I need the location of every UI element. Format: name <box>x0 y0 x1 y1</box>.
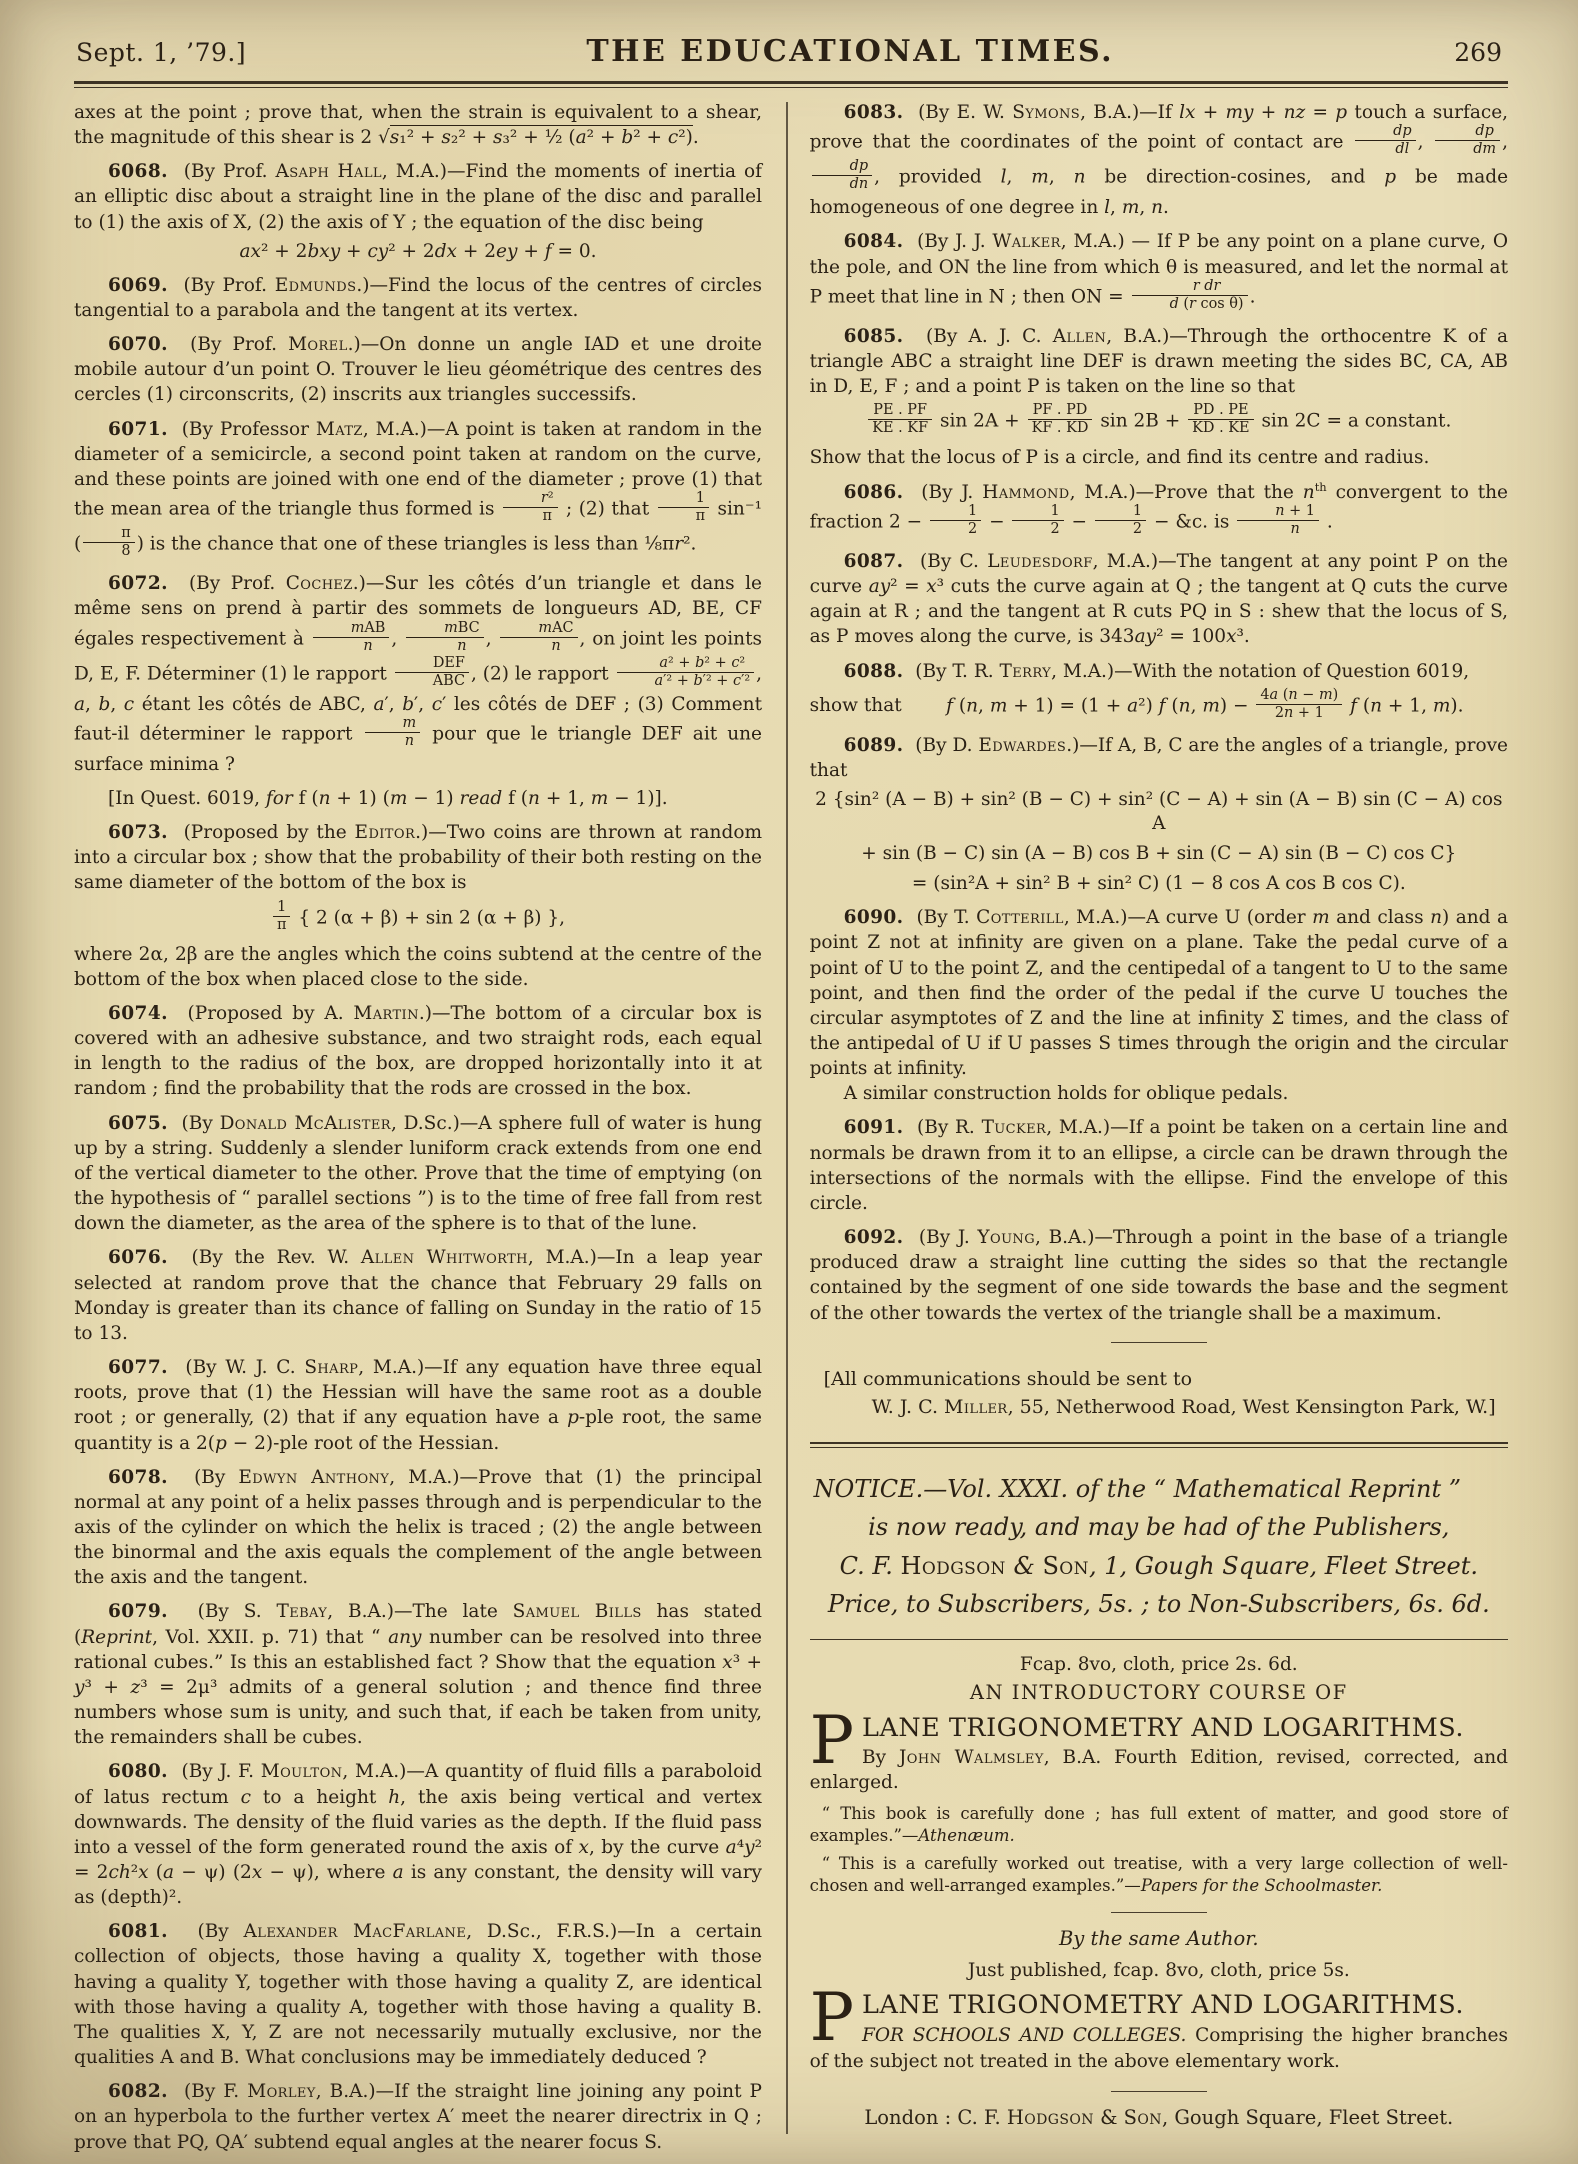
problem-6070 <box>74 332 762 407</box>
problem-number: 6077. <box>108 1357 168 1379</box>
notice-line: Price, to Subscribers, 5s. ; to Non-Subscribers, 6s. 6d. <box>827 1589 1490 1618</box>
problem-text: axes at the point ; prove that, when the strain is equivalent to a shear, the magnitude of this shear is 2 √s₁² + s₂² + s₃² + ½ (a² + b² + c²). <box>74 102 762 149</box>
problem-number: 6074. <box>108 1003 168 1025</box>
content <box>74 100 1508 2164</box>
problem-6071 <box>74 417 762 563</box>
notice-line: NOTICE.—Vol. XXXI. of the “ Mathematical Reprint ” <box>813 1474 1461 1503</box>
problem-6084 <box>810 229 1508 314</box>
problem-number: 6088. <box>843 660 904 682</box>
masthead <box>74 26 1508 81</box>
problem-text: 6092. (By J. Young, B.A.)—Through a point in the base of a triangle produced draw a straight line cutting the sides so that the rectangle contained by the segment of one side towards the base and the segment of the other towards the vertex of the triangle shall be a maximum. <box>809 1227 1508 1324</box>
problem-number: 6071. <box>108 418 168 440</box>
notice <box>812 1470 1506 1624</box>
problem-6081 <box>74 1919 762 2070</box>
problem-text: 6086. (By J. Hammond, M.A.)—Prove that the $n^{th}$ convergent to the fraction 2 − $\frac{1}{2}$ − $\frac{1}{2}$ − $\frac{1}{2}$ − &c. is $\frac{n + 1}{n}$ . <box>809 479 1509 537</box>
advert-introductory-course <box>810 1654 1508 1896</box>
problem-text: 6083. (By E. W. Symons, B.A.)—If lx + my + nz = p touch a surface, prove that the coordinates of the point of contact are $\frac{dp}{dl}$ , $\frac{dp}{dm}$ , $\frac{dp}{dn}$ , provided l, m, n be direction-cosines, and p be made homogeneous of one degree in l, m, n. <box>809 102 1509 219</box>
problem-text: 6079. (By S. Tebay, B.A.)—The late Samuel Bills has stated (Reprint, Vol. XXII. p. 71) that “ any number can be resolved into three rational cubes.” Is this an established fact ? Show that the equation x³ + y³ + z³ = 2μ³ admits of a general solution ; and thence find three numbers whose sum is unity, and such that, if each be taken from unity, the remainders shall be cubes. <box>74 1601 763 1749</box>
problem-6079 <box>74 1599 762 1750</box>
problem-6086 <box>810 480 1508 540</box>
problem-6091 <box>810 1115 1508 1216</box>
problem-6082 <box>74 2079 762 2154</box>
right-column <box>810 100 1508 2164</box>
problem-number: 6085. <box>843 325 904 347</box>
problem-text: 6090. (By T. Cotterill, M.A.)—A curve U (order m and class n) and a point Z not at infinity are given on a plane. Take the pedal curve of a point of U to the point Z, and the centipedal of a tangent to U to the same point, and then find the order of the pedal if the curve U touches the circular asymptotes of Z and the line at infinity Σ times, and the class of the antipedal of U if U passes S times through the origin and the circular points at infinity. <box>809 907 1508 1080</box>
section-rule <box>1111 1342 1207 1343</box>
problem-text: 6089. (By D. Edwardes.)—If A, B, C are the angles of a triangle, prove that <box>809 734 1508 781</box>
problem-text: 6071. (By Professor Matz, M.A.)—A point is taken at random in the diameter of a semicircle, a second point taken at random on the curve, and these points are joined with one end of the diameter ; prove (1) that the mean area of the triangle thus formed is $\frac{\text{r²}}{\pi}$ ; (2) that $\frac{1}{\pi}$ sin⁻¹ ( $\frac{\pi}{8}$ ) is the chance that one of these triangles is less than ⅛πr². <box>74 418 763 560</box>
problem-text: 6075. (By Donald McAlister, D.Sc.)—A sphere full of water is hung up by a string. Suddenly a slender luniform crack extends from one end of the vertical diameter to the other. Prove that the time of emptying (on the hypothesis of “ parallel sections ”) is to the time of free fall from rest down the diameter, as the area of the sphere is to that of the lune. <box>74 1112 763 1235</box>
ad-series-line: AN INTRODUCTORY COURSE OF <box>969 1681 1348 1705</box>
left-problem-list <box>74 100 762 2155</box>
column-note <box>74 786 762 811</box>
problem-6088 <box>810 659 1508 724</box>
ad-headline: LANE TRIGONOMETRY AND LOGARITHMS. <box>862 1713 1464 1744</box>
equation: = (sin²A + sin² B + sin² C) (1 − 8 cos A cos B cos C). <box>911 873 1406 895</box>
header-rule <box>74 81 1508 88</box>
ad-review-quote: “ This book is carefully done ; has full extent of matter, and good store of examples.”—Athenæum. <box>809 1804 1508 1845</box>
problem-6072 <box>74 571 762 777</box>
problem-number: 6073. <box>108 822 168 844</box>
problem-6078 <box>74 1465 762 1591</box>
page-title: THE EDUCATIONAL TIMES. <box>586 34 1115 69</box>
problem-6073 <box>74 820 762 992</box>
problem-6077 <box>74 1355 762 1456</box>
problem-number: 6076. <box>108 1247 168 1269</box>
notice-line: C. F. Hodgson & Son, 1, Gough Square, Fleet Street. <box>839 1551 1479 1580</box>
problem-6074 <box>74 1001 762 1102</box>
ad-same-author-line: By the same Author. <box>1058 1926 1259 1950</box>
problem-number: 6078. <box>108 1466 168 1488</box>
ad-headline: LANE TRIGONOMETRY AND LOGARITHMS. <box>862 1989 1464 2020</box>
section-rule-double <box>810 1442 1508 1448</box>
problem-number: 6092. <box>843 1227 904 1249</box>
problem-text: where 2α, 2β are the angles which the coins subtend at the centre of the bottom of the box when placed close to the side. <box>74 943 762 990</box>
problem-text: 6087. (By C. Leudesdorf, M.A.)—The tangent at any point P on the curve ay² = x³ cuts the curve again at Q ; the tangent at Q cuts the curve again at R ; and the tangent at R cuts PQ in S : shew that the locus of S, as P moves along the curve, is 343ay² = 100x³. <box>809 550 1508 648</box>
problem-number: 6082. <box>108 2081 168 2103</box>
section-rule <box>810 1639 1508 1640</box>
problem-number: 6070. <box>108 334 168 356</box>
problem-6076 <box>74 1245 762 1346</box>
problem-number: 6086. <box>843 481 904 503</box>
problem-text: 6073. (Proposed by the Editor.)—Two coins are thrown at random into a circular box ; show that the probability of their both resting on the same diameter of the bottom of the box is <box>74 822 762 894</box>
problem-text: A similar construction holds for oblique pedals. <box>843 1083 1289 1105</box>
column-note <box>74 100 762 150</box>
problem-number: 6075. <box>108 1112 168 1134</box>
problem-6075 <box>74 1111 762 1237</box>
ad-publication-line: Just published, fcap. 8vo, cloth, price 5s. <box>967 1959 1350 1981</box>
problem-6089 <box>810 733 1508 897</box>
ad-format-line: Fcap. 8vo, cloth, price 2s. 6d. <box>1019 1654 1298 1676</box>
equation: $\frac{PE . PF}{KE . KF}$ sin 2A + $\frac{PF . PD}{KF . KD}$ sin 2B + $\frac{PD . PE}{KD . KE}$ sin 2C = a constant. <box>810 404 1508 439</box>
problem-text: 6070. (By Prof. Morel.)—On donne un angle IAD et une droite mobile autour d’un point O. Trouver le lieu géométrique des centres des cercles (1) circonscrits, (2) inscrits aux triangles successifs. <box>74 334 762 406</box>
problem-text: 6076. (By the Rev. W. Allen Whitworth, M.A.)—In a leap year selected at random prove that the chance that February 29 falls on Monday is greater than its chance of falling on Sunday in the ratio of 15 to 13. <box>74 1247 762 1344</box>
ad-subtitle: FOR SCHOOLS AND COLLEGES. Comprising the higher branches of the subject not treated in the above elementary work. <box>809 2024 1508 2072</box>
problem-text: 6069. (By Prof. Edmunds.)—Find the locus of the centres of circles tangential to a parabola and the tangent at its vertex. <box>74 274 762 321</box>
communications-line: W. J. C. Miller, 55, Netherwood Road, West Kensington Park, W.] <box>871 1396 1496 1419</box>
problem-6092 <box>810 1225 1508 1326</box>
problem-6080 <box>74 1759 762 1910</box>
problem-6090 <box>810 905 1508 1106</box>
column-divider <box>786 102 788 2134</box>
problem-number: 6081. <box>108 1921 168 1943</box>
equation: $\frac{1}{\pi}$ { 2 (α + β) + sin 2 (α + β) }, <box>74 901 762 936</box>
problem-text: 6091. (By R. Tucker, M.A.)—If a point be taken on a certain line and normals be drawn from it to an ellipse, a circle can be drawn through the intersections of the normals with the ellipse. Find the envelope of this circle. <box>809 1117 1508 1214</box>
editor-note: [In Quest. 6019, for f (n + 1) (m − 1) read f (n + 1, m − 1)]. <box>108 788 668 810</box>
section-rule <box>1111 1912 1207 1913</box>
ad-review-quote: “ This is a carefully worked out treatise, with a very large collection of well-chosen and well-arranged examples.”—Papers for the Schoolmaster. <box>809 1854 1508 1895</box>
problem-number: 6090. <box>843 907 904 929</box>
problem-number: 6083. <box>843 102 904 123</box>
imprint-line: London : C. F. Hodgson & Son, Gough Square, Fleet Street. <box>864 2105 1454 2129</box>
problem-text: 6082. (By F. Morley, B.A.)—If the straight line joining any point P on an hyperbola to the further vertex A′ meet the nearer directrix in Q ; prove that PQ, QA′ subtend equal angles at the nearer focus S. <box>74 2081 763 2153</box>
problem-number: 6084. <box>843 231 904 253</box>
equation: ax² + 2bxy + cy² + 2dx + 2ey + f = 0. <box>239 240 597 262</box>
problem-text: 6078. (By Edwyn Anthony, M.A.)—Prove that (1) the principal normal at any point of a helix passes through and is perpendicular to the axis of the cylinder on which the helix is traced ; (2) the angle between the binormal and the axis equals the complement of the angle between the axis and the tangent. <box>74 1466 763 1589</box>
equation: 2 {sin² (A − B) + sin² (B − C) + sin² (C − A) + sin (A − B) sin (C − A) cos A <box>815 789 1503 835</box>
notice-line: is now ready, and may be had of the Publishers, <box>868 1513 1450 1542</box>
problem-number: 6091. <box>843 1117 904 1139</box>
equation: show that f (n, m + 1) = (1 + a²) f (n, m) − $\frac{4a (n - m)}{2n + 1}$ f (n + 1, m). <box>809 686 1464 721</box>
problem-6085 <box>810 324 1508 471</box>
left-column <box>74 100 762 2164</box>
header-page-number: 269 <box>1454 38 1502 67</box>
problem-number: 6068. <box>108 161 168 183</box>
problem-6069 <box>74 273 762 323</box>
ad-byline: By John Walmsley, B.A. Fourth Edition, revised, corrected, and enlarged. <box>809 1747 1508 1794</box>
communications-line: [All communications should be sent to <box>823 1367 1193 1390</box>
advert-schools-colleges <box>810 1927 1508 2075</box>
problem-number: 6079. <box>108 1601 168 1623</box>
problem-text: 6084. (By J. J. Walker, M.A.) — If P be any point on a plane curve, O the pole, and ON the line from which θ is measured, and let the normal at P meet that line in N ; then ON = $\frac{\text{r dr}}{\text{d (r cos θ)}}$ . <box>809 231 1508 312</box>
problem-text: 6068. (By Prof. Asaph Hall, M.A.)—Find the moments of inertia of an elliptic disc about a straight line in the plane of the disc and parallel to (1) the axis of X, (2) the axis of Y ; the equation of the disc being <box>74 161 762 233</box>
problem-6087 <box>810 549 1508 650</box>
problem-number: 6087. <box>843 550 904 572</box>
equation: + sin (B − C) sin (A − B) cos B + sin (C − A) sin (B − C) cos C} <box>861 843 1457 865</box>
problem-number: 6069. <box>108 274 168 296</box>
problem-text: 6080. (By J. F. Moulton, M.A.)—A quantity of fluid fills a paraboloid of latus rectum c to a height h, the axis being vertical and vertex downwards. The density of the fluid varies as the depth. If the fluid pass into a vessel of the form generated round the axis of x, by the curve a⁴y² = 2ch²x (a − ψ) (2x − ψ), where a is any constant, the density will vary as (depth)². <box>74 1761 763 1909</box>
communications-note <box>810 1365 1508 1422</box>
right-problem-list <box>810 100 1508 1326</box>
problem-number: 6072. <box>108 573 168 595</box>
problem-text: 6088. (By T. R. Terry, M.A.)—With the notation of Question 6019, <box>843 660 1470 682</box>
problem-number: 6080. <box>108 1761 168 1783</box>
section-rule <box>1111 2091 1207 2092</box>
drop-cap: P <box>809 1702 855 1780</box>
problem-text: 6074. (Proposed by A. Martin.)—The bottom of a circular box is covered with an adhesive substance, and two straight rods, each equal in length to the radius of the box, are dropped horizontally into it at random ; find the probability that the rods are crossed in the box. <box>74 1003 762 1100</box>
drop-cap: P <box>809 1978 855 2056</box>
problem-text: 6077. (By W. J. C. Sharp, M.A.)—If any equation have three equal roots, prove that (1) the Hessian will have the same root as a double root ; or generally, (2) that if any equation have a p-ple root, the same quantity is a 2(p − 2)-ple root of the Hessian. <box>74 1357 762 1454</box>
problem-number: 6089. <box>843 734 904 756</box>
problem-text: 6081. (By Alexander MacFarlane, D.Sc., F.R.S.)—In a certain collection of objects, those having a quality X, together with those having a quality Y, together with those having a quality Z, are identical with those having a quality A, together with those having a quality B. The qualities X, Y, Z are not necessarily mutually exclusive, nor the qualities A and B. What conclusions may be immediately deduced ? <box>74 1921 762 2069</box>
problem-6083 <box>810 100 1508 220</box>
problem-text: 6072. (By Prof. Cochez.)—Sur les côtés d’un triangle et dans le même sens on prend à partir des sommets de longueurs AD, BE, CF égales respectivement à $\frac{\text{mAB}}{n}$ , $\frac{\text{mBC}}{n}$ , $\frac{\text{mAC}}{n}$ , on joint les points D, E, F. Déterminer (1) le rapport $\frac{\text{DEF}}{\text{ABC}}$ , (2) le rapport $\frac{\text{a² + b² + c²}}{\text{a′² + b′² + c′²}}$ , a, b, c étant les côtés de ABC, a′, b′, c′ les côtés de DEF ; (3) Comment faut-il déterminer le rapport $\frac{m}{n}$ pour que le triangle DEF ait une surface minima ? <box>74 573 763 775</box>
problem-6068 <box>74 159 762 264</box>
problem-text: 6085. (By A. J. C. Allen, B.A.)—Through the orthocentre K of a triangle ABC a straight line DEF is drawn meeting the sides BC, CA, AB in D, E, F ; and a point P is taken on the line so that <box>809 325 1508 398</box>
header-date: Sept. 1, ’79.] <box>76 38 247 67</box>
problem-text: Show that the locus of P is a circle, and find its centre and radius. <box>809 447 1430 469</box>
